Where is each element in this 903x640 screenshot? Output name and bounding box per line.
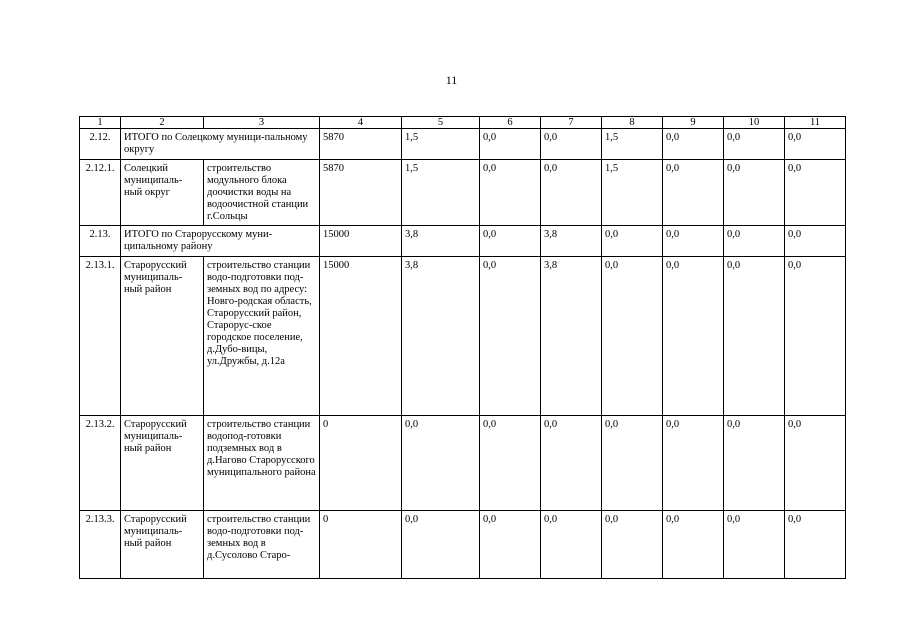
value-cell: 0,0 [724, 257, 785, 416]
row-number: 2.13. [80, 226, 121, 257]
value-cell: 0,0 [402, 416, 480, 511]
table-row [80, 160, 846, 226]
value-cell: 0,0 [602, 511, 663, 579]
value-cell: 0,0 [663, 257, 724, 416]
municipality-name: Старорусский муниципаль-ный район [121, 416, 204, 511]
row-number: 2.13.2. [80, 416, 121, 511]
table-row [80, 129, 846, 160]
page-number: 11 [445, 73, 458, 87]
value-cell: 0,0 [785, 160, 846, 226]
value-cell: 0,0 [724, 226, 785, 257]
value-cell: 0,0 [724, 511, 785, 579]
value-cell: 3,8 [402, 257, 480, 416]
municipality-name: Старорусский муниципаль-ный район [121, 257, 204, 416]
value-cell: 3,8 [402, 226, 480, 257]
row-number: 2.13.3. [80, 511, 121, 579]
total-label: ИТОГО по Старорусскому муни-ципальному району [121, 226, 320, 257]
value-cell: 0,0 [480, 129, 541, 160]
value-cell: 0 [320, 511, 402, 579]
table-body [80, 129, 846, 579]
column-header: 7 [541, 117, 602, 129]
total-label: ИТОГО по Солецкому муници-пальному округу [121, 129, 320, 160]
value-cell: 5870 [320, 160, 402, 226]
value-cell: 0,0 [480, 511, 541, 579]
value-cell: 0,0 [785, 511, 846, 579]
column-header: 3 [204, 117, 320, 129]
column-header: 2 [121, 117, 204, 129]
value-cell: 1,5 [602, 160, 663, 226]
value-cell: 0,0 [480, 160, 541, 226]
value-cell: 1,5 [602, 129, 663, 160]
value-cell: 0,0 [663, 129, 724, 160]
value-cell: 0,0 [785, 129, 846, 160]
value-cell: 0,0 [785, 416, 846, 511]
value-cell: 0,0 [663, 226, 724, 257]
value-cell: 0,0 [402, 511, 480, 579]
municipality-name: Старорусский муниципаль-ный район [121, 511, 204, 579]
value-cell: 0,0 [480, 226, 541, 257]
value-cell: 1,5 [402, 129, 480, 160]
row-number: 2.12. [80, 129, 121, 160]
value-cell: 0,0 [480, 416, 541, 511]
value-cell: 0,0 [724, 416, 785, 511]
column-header: 4 [320, 117, 402, 129]
value-cell: 0,0 [541, 129, 602, 160]
value-cell: 1,5 [402, 160, 480, 226]
value-cell: 15000 [320, 257, 402, 416]
header-row [80, 117, 846, 129]
column-header: 9 [663, 117, 724, 129]
table-row [80, 511, 846, 579]
column-header: 1 [80, 117, 121, 129]
table-row [80, 257, 846, 416]
value-cell: 0,0 [785, 226, 846, 257]
value-cell: 0,0 [541, 511, 602, 579]
data-table [79, 116, 846, 579]
value-cell: 0,0 [663, 416, 724, 511]
column-header: 10 [724, 117, 785, 129]
value-cell: 0,0 [541, 416, 602, 511]
value-cell: 0,0 [663, 160, 724, 226]
value-cell: 3,8 [541, 226, 602, 257]
row-number: 2.12.1. [80, 160, 121, 226]
value-cell: 0 [320, 416, 402, 511]
row-number: 2.13.1. [80, 257, 121, 416]
table-row [80, 226, 846, 257]
project-description: строительство станции водопод-готовки подземных вод в д.Нагово Старорусского муниципального района [204, 416, 320, 511]
value-cell: 0,0 [663, 511, 724, 579]
value-cell: 0,0 [480, 257, 541, 416]
value-cell: 5870 [320, 129, 402, 160]
value-cell: 3,8 [541, 257, 602, 416]
column-header: 8 [602, 117, 663, 129]
column-header: 5 [402, 117, 480, 129]
project-description: строительство модульного блока доочистки воды на водоочистной станции г.Сольцы [204, 160, 320, 226]
column-header: 11 [785, 117, 846, 129]
value-cell: 0,0 [602, 257, 663, 416]
value-cell: 0,0 [602, 416, 663, 511]
value-cell: 0,0 [724, 160, 785, 226]
value-cell: 0,0 [724, 129, 785, 160]
value-cell: 0,0 [541, 160, 602, 226]
value-cell: 0,0 [785, 257, 846, 416]
municipality-name: Солецкий муниципаль-ный округ [121, 160, 204, 226]
project-description: строительство станции водо-подготовки под-земных вод по адресу: Новго-родская область, Старорусский район, Старорус-ское городское поселение, д.Дубо-вицы, ул.Дружбы, д.12а [204, 257, 320, 416]
table-row [80, 416, 846, 511]
value-cell: 15000 [320, 226, 402, 257]
value-cell: 0,0 [602, 226, 663, 257]
column-header: 6 [480, 117, 541, 129]
project-description: строительство станции водо-подготовки под-земных вод в д.Сусолово Старо- [204, 511, 320, 579]
